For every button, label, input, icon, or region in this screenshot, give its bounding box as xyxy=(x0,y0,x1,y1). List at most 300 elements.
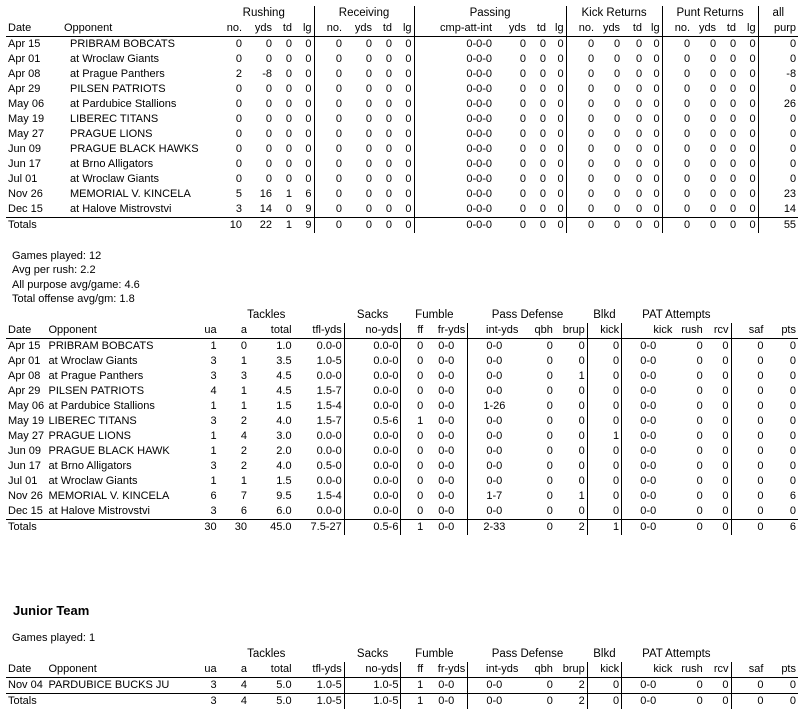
table-cell: 0 xyxy=(644,97,662,112)
season-summary xyxy=(12,249,140,306)
table-cell: at Wroclaw Giants xyxy=(70,173,160,185)
table-cell: 0-0 xyxy=(640,490,657,502)
table-cell: 0 xyxy=(644,157,662,172)
table-cell: 0.0-0 xyxy=(344,474,401,489)
table-cell: 0 xyxy=(729,203,737,215)
table-cell: 0 xyxy=(385,98,393,110)
table-cell: 0 xyxy=(385,128,393,140)
table-cell: 0 xyxy=(683,203,691,215)
table-cell: 0.5-6 xyxy=(344,414,401,429)
column-header: lg xyxy=(644,21,662,37)
totals-cell: 0.5-6 xyxy=(344,520,401,536)
junior-defense-stats-table xyxy=(6,647,798,709)
table-cell: 0-0 xyxy=(425,384,468,399)
table-cell: Dec 15 xyxy=(8,505,43,517)
group-header-receiving: Receiving xyxy=(314,6,414,21)
table-cell: 0 xyxy=(394,52,414,67)
table-cell: 2 xyxy=(240,415,248,427)
table-cell: 0-0 xyxy=(640,415,657,427)
table-cell: 0 xyxy=(365,143,373,155)
table-cell: 0-0 xyxy=(640,340,657,352)
table-cell: 1.0-5 xyxy=(294,354,345,369)
totals-cell: 2 xyxy=(555,694,587,710)
table-cell: 0 xyxy=(729,113,737,125)
table-cell: 0 xyxy=(417,400,424,412)
table-cell: 6 xyxy=(210,490,217,502)
table-cell: 0 xyxy=(789,158,797,170)
table-cell: 0 xyxy=(546,460,553,472)
table-cell: 0 xyxy=(729,53,737,65)
table-cell: 0 xyxy=(738,112,758,127)
column-header: total xyxy=(249,662,294,678)
table-cell: 0 xyxy=(705,369,731,384)
table-cell: 0-0 xyxy=(640,475,657,487)
table-cell: 0 xyxy=(709,53,717,65)
table-cell: 0 xyxy=(285,173,292,185)
table-cell: 0-0-0 xyxy=(466,143,493,155)
totals-cell: 0 xyxy=(731,520,765,536)
table-cell: 0 xyxy=(729,173,737,185)
totals-cell: 1 xyxy=(401,520,425,536)
table-cell: 0 xyxy=(285,83,292,95)
table-cell: 0 xyxy=(587,369,621,384)
table-cell: at Wroclaw Giants xyxy=(48,355,138,367)
table-cell: 0 xyxy=(555,399,587,414)
table-cell: 0 xyxy=(335,173,343,185)
totals-cell: 1 xyxy=(274,218,294,234)
table-cell: 0 xyxy=(519,68,527,80)
table-cell: 0 xyxy=(555,429,587,444)
table-row xyxy=(6,97,798,112)
table-cell: 1.5-4 xyxy=(294,489,345,504)
table-cell: Jul 01 xyxy=(8,173,38,185)
table-cell: 0 xyxy=(539,113,547,125)
table-cell: 0 xyxy=(587,53,595,65)
table-cell: 0 xyxy=(519,98,527,110)
table-row xyxy=(6,354,798,369)
table-cell: 0 xyxy=(789,679,796,691)
table-cell: 0 xyxy=(546,355,553,367)
table-cell: 0 xyxy=(555,444,587,459)
table-cell: 0 xyxy=(709,98,717,110)
table-cell: 6 xyxy=(789,490,796,502)
table-cell: 0 xyxy=(417,490,424,502)
table-cell: 0 xyxy=(555,384,587,399)
column-header: lg xyxy=(294,21,314,37)
table-cell: 0 xyxy=(265,128,272,140)
table-cell: 0 xyxy=(696,679,703,691)
table-cell: PRAGUE BLACK HAWK xyxy=(48,445,170,457)
table-cell: 0 xyxy=(539,83,547,95)
table-row xyxy=(6,82,798,97)
table-cell: 0 xyxy=(705,414,731,429)
totals-cell: 9 xyxy=(294,218,314,234)
table-cell: 2 xyxy=(555,678,587,694)
table-cell: 0 xyxy=(635,188,643,200)
table-cell: 0 xyxy=(235,98,242,110)
table-cell: 0-0-0 xyxy=(466,53,493,65)
table-cell: 0 xyxy=(335,38,343,50)
table-cell: 0 xyxy=(729,158,737,170)
table-cell: 0 xyxy=(394,127,414,142)
table-cell: 1 xyxy=(210,430,217,442)
table-cell: 0 xyxy=(539,38,547,50)
table-cell: MEMORIAL V. KINCELA xyxy=(70,188,191,200)
table-cell: 0-0 xyxy=(425,489,468,504)
table-cell: 0 xyxy=(539,203,547,215)
table-cell: 0 xyxy=(587,98,595,110)
column-header: total xyxy=(249,323,294,339)
table-cell: 0 xyxy=(265,143,272,155)
table-cell: 0 xyxy=(394,172,414,187)
totals-cell: 22 xyxy=(244,218,274,234)
table-cell: 0-0 xyxy=(486,415,503,427)
table-cell: 0 xyxy=(546,679,553,691)
totals-cell: 0 xyxy=(765,694,798,710)
table-cell: 0 xyxy=(546,505,553,517)
table-cell: 0.5-0 xyxy=(294,459,345,474)
column-header: td xyxy=(374,21,394,37)
table-cell: 5.0 xyxy=(276,679,292,691)
table-row xyxy=(6,678,798,694)
table-cell: Apr 08 xyxy=(8,370,41,382)
table-cell: 0 xyxy=(394,112,414,127)
totals-cell: 0-0 xyxy=(622,694,675,710)
table-cell: 2 xyxy=(240,460,248,472)
table-cell: 1.0-5 xyxy=(344,678,401,694)
table-cell: 0-0 xyxy=(486,505,503,517)
table-cell: 0 xyxy=(683,188,691,200)
table-cell: Jun 17 xyxy=(8,158,42,170)
table-cell: 0 xyxy=(757,415,764,427)
table-cell: 0 xyxy=(294,37,314,53)
totals-cell: 0 xyxy=(494,218,528,234)
table-cell: 0 xyxy=(417,430,424,442)
table-cell: 0 xyxy=(519,173,527,185)
table-cell: 0 xyxy=(789,83,797,95)
table-cell: 0 xyxy=(738,82,758,97)
table-cell: 0.0-0 xyxy=(344,504,401,520)
totals-row xyxy=(6,218,798,234)
table-cell: 0 xyxy=(235,53,242,65)
table-cell: 4.5 xyxy=(276,370,292,382)
table-cell: 0 xyxy=(789,355,796,367)
table-cell: 0 xyxy=(635,128,643,140)
table-cell: 0 xyxy=(738,67,758,82)
table-cell: 0 xyxy=(696,460,703,472)
defense-stats-table xyxy=(6,308,798,535)
table-cell: 0 xyxy=(757,340,764,352)
table-cell: 0 xyxy=(385,188,393,200)
table-cell: 0 xyxy=(548,157,566,172)
totals-cell: 2-33 xyxy=(468,520,521,536)
table-cell: 0 xyxy=(548,52,566,67)
table-cell: 0 xyxy=(285,143,292,155)
totals-cell: 5.0 xyxy=(249,694,294,710)
table-cell: LIBEREC TITANS xyxy=(48,415,137,427)
table-cell: 0.0-0 xyxy=(344,354,401,369)
totals-cell: 0 xyxy=(718,218,738,234)
table-cell: 0 xyxy=(519,128,527,140)
table-cell: 0-0 xyxy=(640,430,657,442)
table-cell: May 19 xyxy=(8,415,45,427)
table-cell: 6.0 xyxy=(276,505,292,517)
table-cell: 0-0 xyxy=(640,505,657,517)
table-row xyxy=(6,444,798,459)
table-cell: 0 xyxy=(385,143,393,155)
table-cell: 0 xyxy=(683,143,691,155)
table-cell: 3 xyxy=(210,370,217,382)
table-cell: 0 xyxy=(683,53,691,65)
table-cell: 0 xyxy=(587,489,621,504)
table-cell: 0 xyxy=(385,83,393,95)
table-cell: 1 xyxy=(587,429,621,444)
table-cell: 0 xyxy=(365,203,373,215)
table-cell: 0 xyxy=(587,414,621,429)
table-cell: 0 xyxy=(587,68,595,80)
table-cell: 0 xyxy=(738,52,758,67)
table-cell: 0 xyxy=(729,98,737,110)
table-cell: 0 xyxy=(587,339,621,355)
column-header: qbh xyxy=(520,662,554,678)
column-header: no. xyxy=(214,21,244,37)
totals-cell: Totals xyxy=(6,520,47,536)
table-cell: 0 xyxy=(587,203,595,215)
table-cell: 1-7 xyxy=(486,490,503,502)
table-cell: 3 xyxy=(210,415,217,427)
table-row xyxy=(6,172,798,187)
total-offense-avg-text: Total offense avg/gm: 1.8 xyxy=(12,292,135,305)
totals-cell: 0 xyxy=(520,520,554,536)
table-cell: 0 xyxy=(539,173,547,185)
table-cell: 0 xyxy=(285,53,292,65)
table-cell: 0.0-0 xyxy=(344,339,401,355)
table-cell: 0 xyxy=(539,143,547,155)
table-cell: 0 xyxy=(385,158,393,170)
table-cell: 0-0-0 xyxy=(466,128,493,140)
table-cell: 0 xyxy=(519,83,527,95)
table-cell: 0 xyxy=(757,505,764,517)
table-cell: 0 xyxy=(519,188,527,200)
table-row xyxy=(6,37,798,53)
group-spacer xyxy=(765,647,798,662)
table-cell: 0 xyxy=(729,143,737,155)
table-cell: 0 xyxy=(417,355,424,367)
table-cell: Jun 09 xyxy=(8,143,42,155)
table-cell: 1 xyxy=(210,475,217,487)
table-cell: 0 xyxy=(635,38,643,50)
table-cell: 0 xyxy=(417,370,424,382)
table-cell: 0 xyxy=(644,127,662,142)
table-cell: at Prague Panthers xyxy=(70,68,165,80)
table-cell: 0 xyxy=(757,355,764,367)
table-cell: MEMORIAL V. KINCELA xyxy=(48,490,170,502)
table-cell: LIBEREC TITANS xyxy=(70,113,159,125)
table-cell: 0 xyxy=(635,158,643,170)
column-header: qbh xyxy=(520,323,554,339)
table-cell: 0 xyxy=(294,127,314,142)
column-header: kick xyxy=(622,662,675,678)
totals-cell: 0-0-0 xyxy=(414,218,494,234)
table-cell: 0 xyxy=(265,98,272,110)
table-cell: 1 xyxy=(417,679,424,691)
table-cell: 0-0 xyxy=(486,445,503,457)
table-cell: 0-0 xyxy=(425,399,468,414)
column-header: no-yds xyxy=(344,662,401,678)
table-cell: 0 xyxy=(738,187,758,202)
table-cell: 0 xyxy=(683,113,691,125)
table-cell: 0 xyxy=(335,113,343,125)
table-cell: 0 xyxy=(709,128,717,140)
table-cell: 0 xyxy=(789,400,796,412)
table-cell: 0-0 xyxy=(486,430,503,442)
table-cell: 0 xyxy=(709,173,717,185)
table-cell: 0 xyxy=(696,430,703,442)
table-cell: 0 xyxy=(365,68,373,80)
table-row xyxy=(6,429,798,444)
table-cell: 0 xyxy=(705,444,731,459)
totals-cell: 0 xyxy=(731,694,765,710)
table-cell: 0 xyxy=(789,53,797,65)
table-cell: 0 xyxy=(705,399,731,414)
table-cell: Nov 26 xyxy=(8,188,43,200)
column-header: a xyxy=(219,323,249,339)
table-cell: Apr 29 xyxy=(8,83,41,95)
column-header: td xyxy=(528,21,548,37)
table-cell: 0 xyxy=(757,370,764,382)
column-header: saf xyxy=(731,662,765,678)
table-cell: 0 xyxy=(683,83,691,95)
group-header-sacks: Sacks xyxy=(356,648,389,660)
table-cell: Apr 01 xyxy=(8,355,41,367)
group-header-all: all xyxy=(772,7,785,19)
table-cell: 2.0 xyxy=(276,445,292,457)
table-cell: 0 xyxy=(548,142,566,157)
table-cell: 0 xyxy=(539,98,547,110)
junior-team-title: Junior Team xyxy=(13,603,90,618)
table-cell: 0-0-0 xyxy=(466,173,493,185)
table-cell: 0-0 xyxy=(425,354,468,369)
column-header: Opponent xyxy=(47,662,189,678)
table-cell: 0 xyxy=(613,143,621,155)
table-cell: 0 xyxy=(789,128,797,140)
table-cell: Apr 08 xyxy=(8,68,41,80)
group-spacer xyxy=(731,647,765,662)
table-cell: 0-0 xyxy=(640,370,657,382)
table-cell: 0 xyxy=(240,340,248,352)
totals-cell: 1.0-5 xyxy=(344,694,401,710)
table-cell: 0-0 xyxy=(640,460,657,472)
totals-cell: 0 xyxy=(374,218,394,234)
group-header-blkd: Blkd xyxy=(593,648,616,660)
table-cell: 0-0 xyxy=(640,400,657,412)
table-cell: 0 xyxy=(789,173,797,185)
table-cell: 0 xyxy=(555,339,587,355)
table-cell: 0 xyxy=(789,143,797,155)
table-cell: 0 xyxy=(705,504,731,520)
group-header-rushing: Rushing xyxy=(214,6,314,21)
column-header: rcv xyxy=(705,662,731,678)
group-spacer xyxy=(6,6,62,21)
table-cell: 0 xyxy=(705,474,731,489)
table-cell: 0 xyxy=(613,113,621,125)
group-header-tackles: Tackles xyxy=(247,648,286,660)
table-cell: 0 xyxy=(613,53,621,65)
column-header: lg xyxy=(738,21,758,37)
totals-row xyxy=(6,694,798,710)
table-cell: 6 xyxy=(240,505,248,517)
table-cell: 0 xyxy=(519,203,527,215)
table-cell: 0 xyxy=(546,370,553,382)
table-cell: 0 xyxy=(365,113,373,125)
totals-cell: 0 xyxy=(622,218,644,234)
column-header: Date xyxy=(6,21,62,37)
table-cell: 0 xyxy=(789,38,797,50)
table-cell: 0 xyxy=(789,385,796,397)
group-header-pass-defense: Pass Defense xyxy=(491,309,564,321)
table-cell: Jul 01 xyxy=(8,475,38,487)
table-cell: 0 xyxy=(265,173,272,185)
table-cell: 0 xyxy=(294,112,314,127)
table-cell: 0 xyxy=(394,157,414,172)
table-cell: 0 xyxy=(394,67,414,82)
table-cell: 0 xyxy=(696,340,703,352)
table-cell: 0 xyxy=(365,173,373,185)
table-cell: 0 xyxy=(394,187,414,202)
group-header-tackles: Tackles xyxy=(247,309,286,321)
column-header: td xyxy=(718,21,738,37)
table-cell: 3.5 xyxy=(276,355,292,367)
column-header: no. xyxy=(314,21,344,37)
table-cell: 1 xyxy=(555,489,587,504)
table-cell: May 27 xyxy=(8,430,45,442)
table-cell: 0 xyxy=(335,98,343,110)
table-cell: 1 xyxy=(555,369,587,384)
table-cell: 0 xyxy=(385,53,393,65)
totals-cell: 0 xyxy=(566,218,596,234)
table-cell: 0 xyxy=(587,188,595,200)
table-cell: 0 xyxy=(729,128,737,140)
table-cell: 0 xyxy=(789,430,796,442)
table-cell: 0 xyxy=(683,98,691,110)
table-cell: 0 xyxy=(635,203,643,215)
table-cell: 0 xyxy=(546,385,553,397)
table-cell: 0 xyxy=(235,158,242,170)
column-header: no-yds xyxy=(344,323,401,339)
table-cell: 0 xyxy=(519,113,527,125)
group-spacer xyxy=(47,647,189,662)
table-cell: 0 xyxy=(738,97,758,112)
column-header: td xyxy=(622,21,644,37)
table-cell: 3 xyxy=(210,505,217,517)
table-cell: 0 xyxy=(555,414,587,429)
table-cell: 1 xyxy=(240,475,248,487)
table-cell: 9 xyxy=(294,202,314,218)
table-row xyxy=(6,157,798,172)
table-cell: 0.0-0 xyxy=(344,429,401,444)
table-cell: 0 xyxy=(335,53,343,65)
table-cell: at Pardubice Stallions xyxy=(70,98,177,110)
table-cell: 0 xyxy=(365,53,373,65)
table-cell: 0-0 xyxy=(486,340,503,352)
table-cell: PRIBRAM BOBCATS xyxy=(70,38,175,50)
table-cell: 3 xyxy=(210,460,217,472)
offense-column-header-row xyxy=(6,21,798,37)
column-header: rush xyxy=(674,662,704,678)
table-cell: 0 xyxy=(757,430,764,442)
table-cell: 3 xyxy=(235,203,242,215)
table-cell: 23 xyxy=(783,188,797,200)
